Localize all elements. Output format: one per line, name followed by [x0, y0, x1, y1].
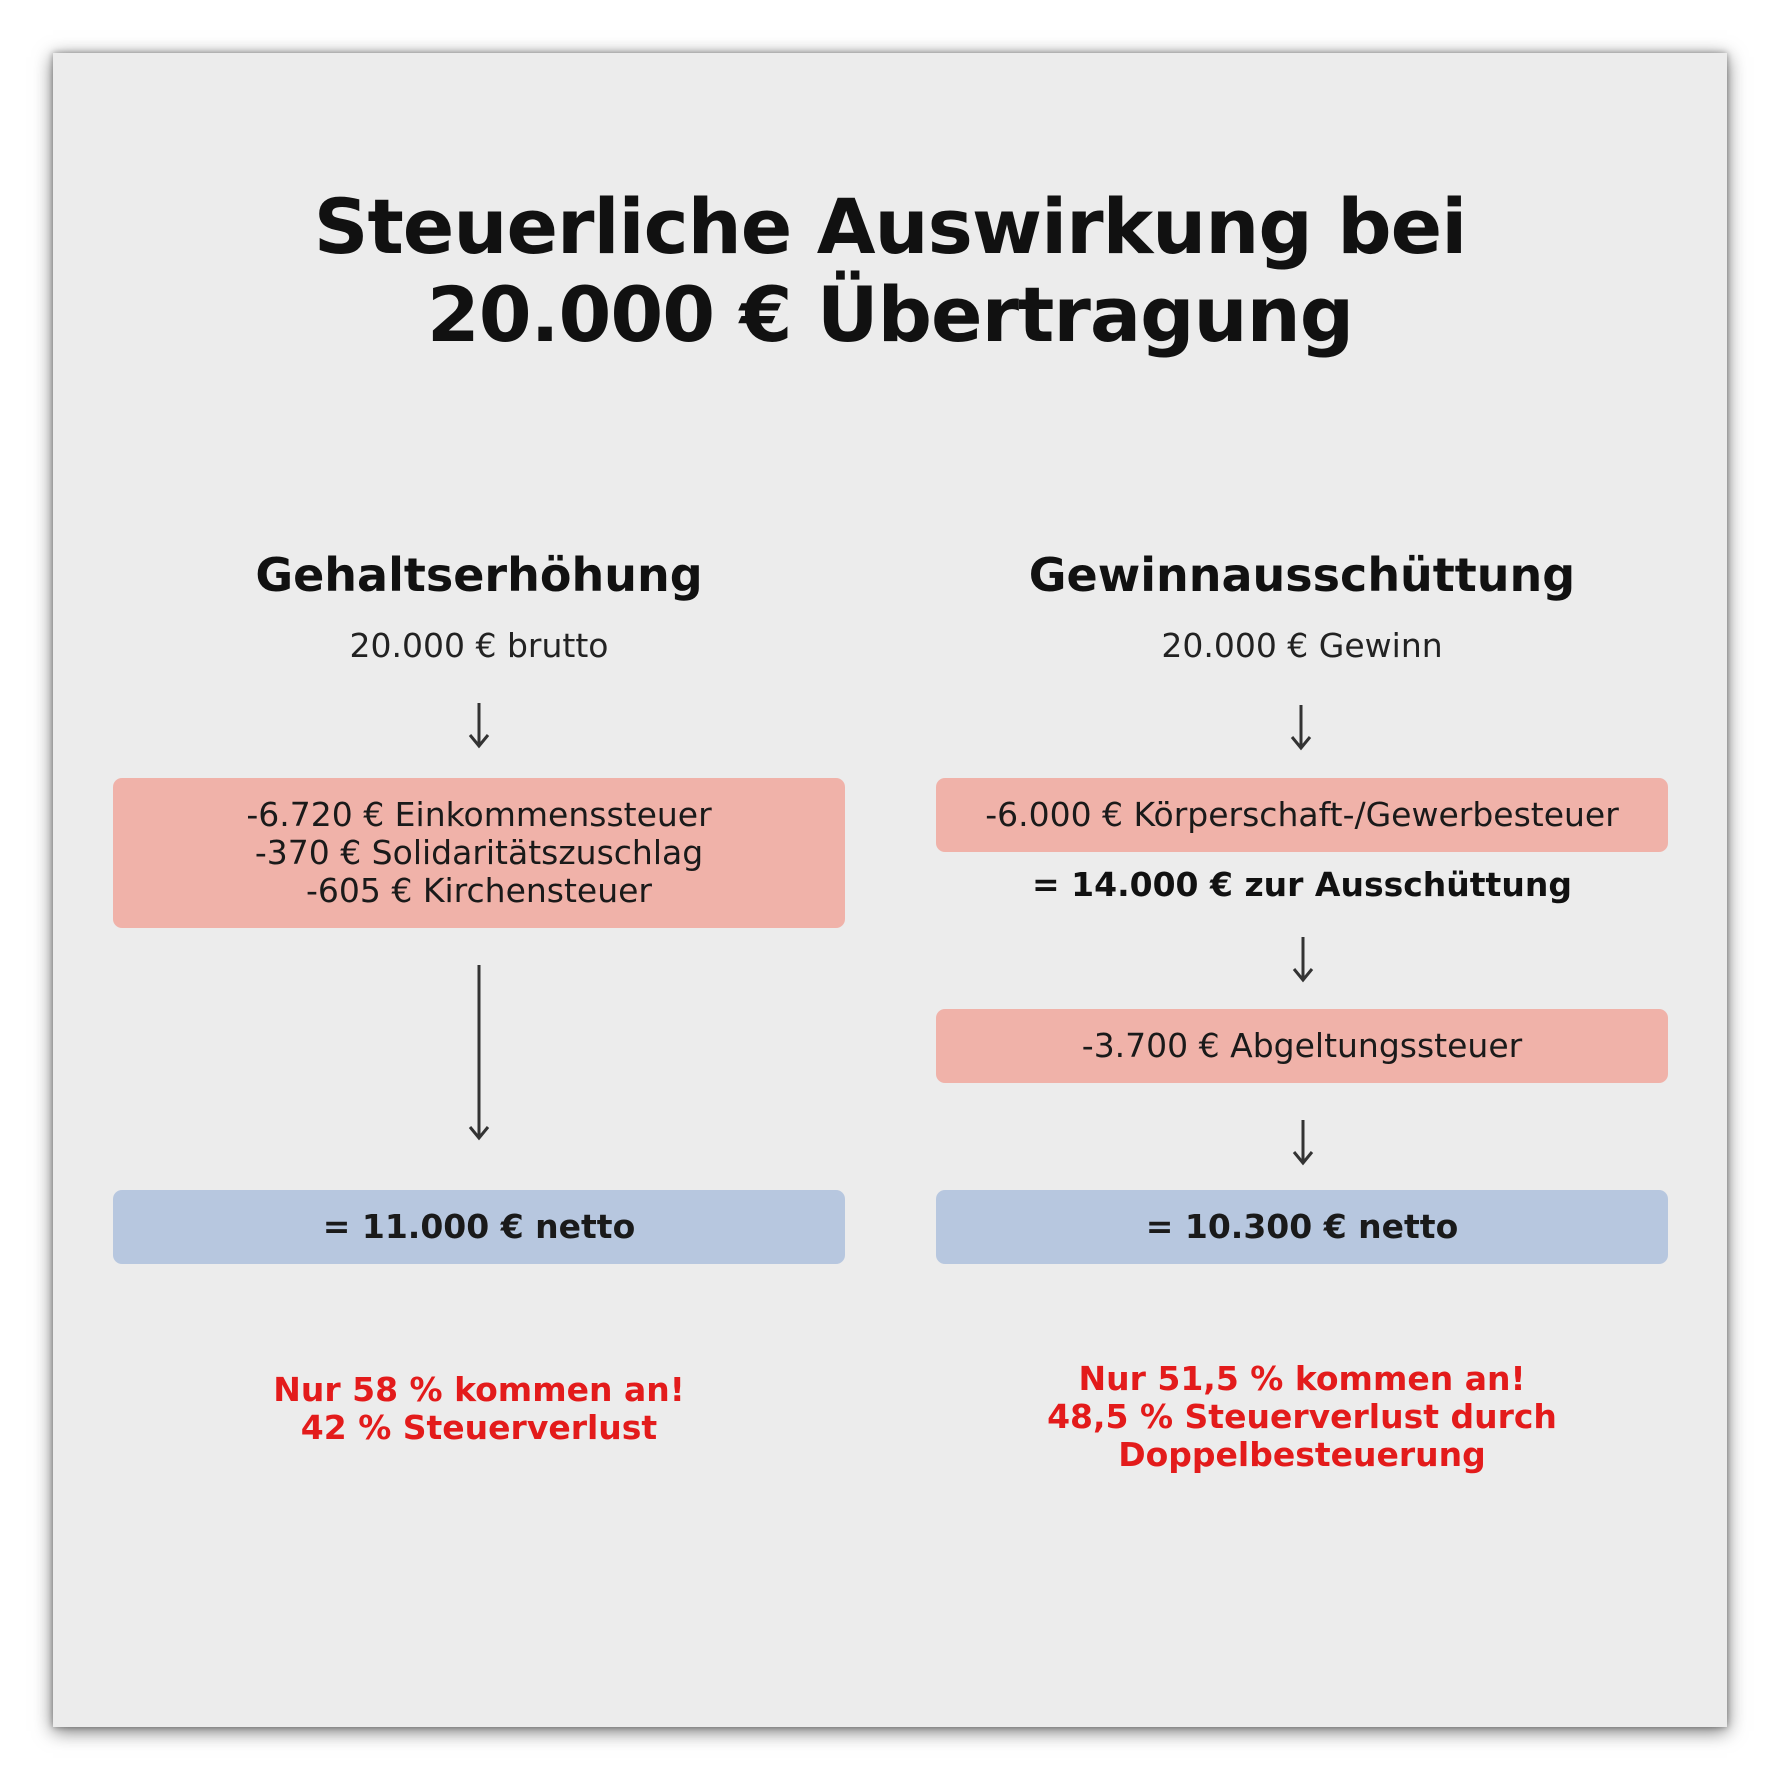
withholding-tax-deduction: -3.700 € Abgeltungssteuer	[1081, 1026, 1523, 1065]
corporate-tax-box	[936, 778, 1668, 852]
salary-note-line-2: 42 % Steuerverlust	[300, 1408, 658, 1447]
withholding-tax-box	[936, 1009, 1668, 1083]
distribution-note-line-3: Doppelbesteuerung	[1118, 1435, 1486, 1474]
salary-tax-loss-note	[113, 1371, 845, 1447]
distribution-note-line-1: Nur 51,5 % kommen an!	[1078, 1359, 1526, 1398]
solidarity-surcharge-deduction: -370 € Solidaritätszuschlag	[254, 833, 704, 872]
profit-distribution-column	[936, 53, 1668, 1727]
title-line-1: Steuerliche Auswirkung bei	[313, 182, 1467, 271]
distribution-net-result: = 10.300 € netto	[1145, 1207, 1459, 1246]
distribution-tax-loss-note	[936, 1360, 1668, 1474]
distribution-profit-amount: 20.000 € Gewinn	[1161, 626, 1443, 665]
infographic-card	[53, 53, 1727, 1727]
salary-gross-amount: 20.000 € brutto	[349, 626, 609, 665]
salary-note-line-1: Nur 58 % kommen an!	[273, 1370, 685, 1409]
distribution-heading: Gewinnausschüttung	[1028, 548, 1576, 602]
amount-for-distribution: = 14.000 € zur Ausschüttung	[1032, 865, 1572, 904]
salary-net-result: = 11.000 € netto	[322, 1207, 636, 1246]
salary-heading: Gehaltserhöhung	[255, 548, 703, 602]
salary-net-result-box	[113, 1190, 845, 1264]
long-down-arrow-icon	[464, 963, 494, 1143]
church-tax-deduction: -605 € Kirchensteuer	[305, 871, 653, 910]
income-tax-deduction: -6.720 € Einkommenssteuer	[246, 795, 712, 834]
down-arrow-icon	[464, 701, 494, 751]
salary-increase-column	[113, 53, 845, 1727]
corporate-trade-tax-deduction: -6.000 € Körperschaft-/Gewerbesteuer	[985, 795, 1619, 834]
down-arrow-icon	[1288, 1118, 1318, 1168]
down-arrow-icon	[1286, 703, 1316, 753]
distribution-note-line-2: 48,5 % Steuerverlust durch	[1047, 1397, 1557, 1436]
salary-deductions-box	[113, 778, 845, 928]
distribution-net-result-box	[936, 1190, 1668, 1264]
down-arrow-icon	[1288, 935, 1318, 985]
title-line-2: 20.000 € Übertragung	[426, 270, 1354, 359]
